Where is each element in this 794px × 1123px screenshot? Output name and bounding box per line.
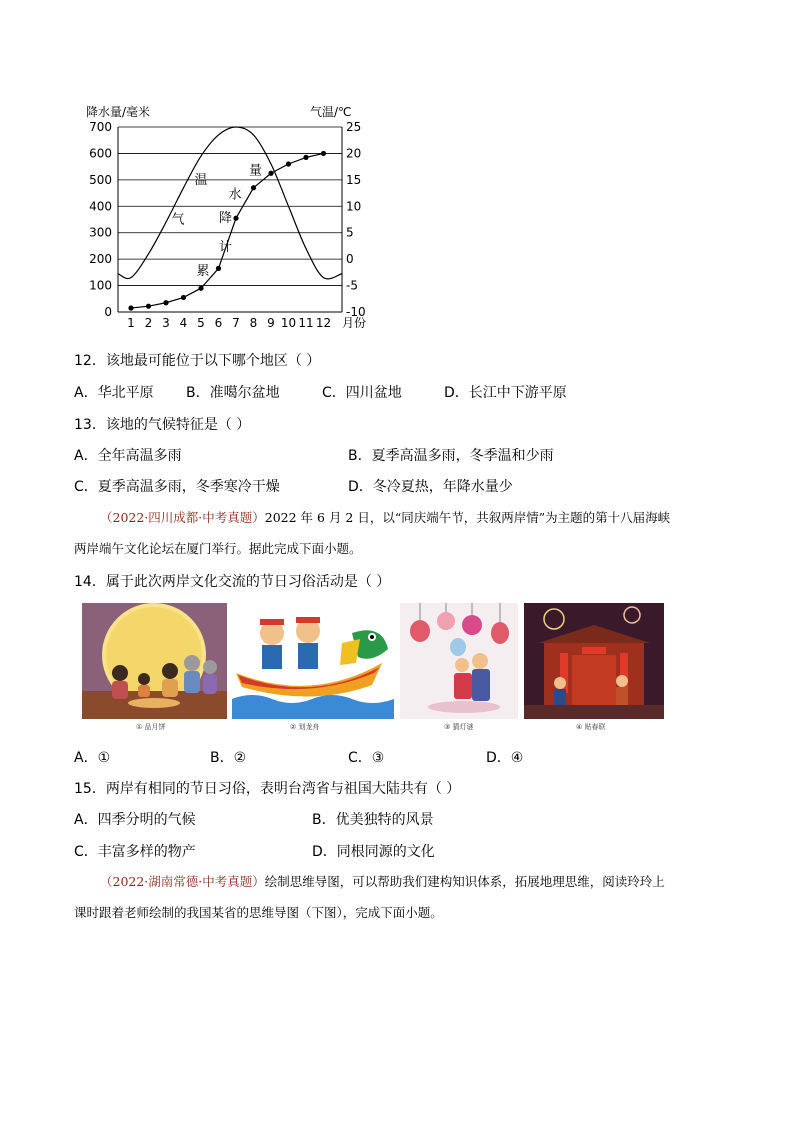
q12-option-c[interactable]: C．四川盆地 <box>322 385 402 401</box>
precipitation-point <box>303 155 308 160</box>
x-tick-label: 4 <box>179 316 188 330</box>
right-tick-label: -10 <box>346 305 366 319</box>
precipitation-point <box>146 304 151 309</box>
q15-option-b[interactable]: B．优美独特的风景 <box>312 812 434 828</box>
image-spring-couplets <box>524 603 664 719</box>
image-lantern-riddles <box>400 603 518 719</box>
x-tick-label: 11 <box>298 316 314 330</box>
precipitation-point <box>163 300 168 305</box>
caption-2: ② 划龙舟 <box>290 723 320 731</box>
q12-option-d[interactable]: D．长江中下游平原 <box>444 385 567 401</box>
x-tick-label: 12 <box>315 316 332 330</box>
q15-option-d[interactable]: D．同根同源的文化 <box>312 844 435 860</box>
right-axis-label: 气温/℃ <box>310 105 352 119</box>
left-tick-label: 200 <box>89 252 112 267</box>
intro-1-line-2: 两岸端午文化论坛在厦门举行。据此完成下面小题。 <box>74 541 362 556</box>
left-tick-label: 600 <box>89 146 112 161</box>
chart-grid <box>118 127 342 286</box>
q13-stem: 13．该地的气候特征是（ ） <box>74 417 251 433</box>
intro-2-line-2: 课时跟着老师绘制的我国某省的思维导图（下图），完成下面小题。 <box>74 905 443 920</box>
intro-2-line-1: 绘制思维导图，可以帮助我们建构知识体系，拓展地理思维，阅读玲玲上 <box>264 874 665 889</box>
climate-chart <box>80 100 370 335</box>
q14-option-a[interactable]: A．① <box>74 750 111 766</box>
precipitation-point <box>198 286 203 291</box>
chart-series <box>118 127 342 311</box>
precipitation-label-char: 降 <box>218 211 233 227</box>
q12-stem: 12．该地最可能位于以下哪个地区（ ） <box>74 353 321 369</box>
q14-option-c[interactable]: C．③ <box>348 750 385 766</box>
q15-stem: 15．两岸有相同的节日习俗，表明台湾省与祖国大陆共有（ ） <box>74 781 461 797</box>
precipitation-label-char: 量 <box>248 163 263 179</box>
q13-option-b[interactable]: B．夏季高温多雨，冬季温和少雨 <box>348 448 554 464</box>
q13-option-a[interactable]: A．全年高温多雨 <box>74 448 182 464</box>
x-tick-label: 3 <box>162 316 170 330</box>
intro-1-line-1: 2022 年 6 月 2 日，以“同庆端午节，共叙两岸情”为主题的第十八届海峡 <box>264 510 671 525</box>
precipitation-point <box>321 151 326 156</box>
temperature-label-char: 温 <box>194 172 208 188</box>
image-moon-cake <box>82 603 227 719</box>
x-tick-label: 5 <box>197 316 205 330</box>
temperature-label-char: 气 <box>171 212 185 228</box>
precipitation-point <box>286 161 291 166</box>
precipitation-point <box>268 171 273 176</box>
temperature-curve <box>118 127 342 279</box>
x-tick-label: 9 <box>267 316 275 330</box>
left-axis-ticks <box>89 120 112 319</box>
right-tick-label: 25 <box>346 120 362 134</box>
precipitation-point <box>251 185 256 190</box>
left-tick-label: 100 <box>89 278 112 293</box>
q12-option-a[interactable]: A．华北平原 <box>74 385 154 401</box>
q14-stem: 14．属于此次两岸文化交流的节日习俗活动是（ ） <box>74 574 391 590</box>
precipitation-label-char: 累 <box>196 264 210 279</box>
passage-intro-1 <box>100 508 670 526</box>
precipitation-point <box>233 216 238 221</box>
q14-option-d[interactable]: D．④ <box>486 750 524 766</box>
precipitation-label-char: 水 <box>228 187 242 203</box>
right-tick-label: 10 <box>346 199 362 214</box>
x-tick-label: 6 <box>214 316 223 330</box>
right-tick-label: -5 <box>346 278 358 293</box>
q13-option-d[interactable]: D．冬冷夏热，年降水量少 <box>348 479 513 495</box>
q15-option-a[interactable]: A．四季分明的气候 <box>74 812 196 828</box>
intro-1-source: （2022·四川成都·中考真题） <box>100 510 265 525</box>
precipitation-point <box>181 295 186 300</box>
x-axis-unit-label: 月份 <box>342 316 367 330</box>
caption-3: ③ 猜灯谜 <box>444 723 474 731</box>
right-tick-label: 15 <box>346 172 362 187</box>
q15-option-c[interactable]: C．丰富多样的物产 <box>74 844 196 860</box>
image-dragon-boat <box>232 603 394 719</box>
right-tick-label: 20 <box>346 146 362 161</box>
left-axis-label: 降水量/毫米 <box>86 105 151 119</box>
left-tick-label: 700 <box>89 120 112 134</box>
right-axis-ticks <box>346 120 366 319</box>
intro-2-source: （2022·湖南常德·中考真题） <box>100 874 265 889</box>
left-tick-label: 500 <box>89 172 112 187</box>
right-tick-label: 0 <box>346 252 354 267</box>
precipitation-label-char: 计 <box>218 240 233 256</box>
left-tick-label: 300 <box>89 225 112 240</box>
caption-1: ① 品月饼 <box>136 723 166 731</box>
q12-option-b[interactable]: B．准噶尔盆地 <box>186 385 280 401</box>
left-tick-label: 400 <box>89 199 112 214</box>
precipitation-point <box>216 266 221 271</box>
right-tick-label: 5 <box>346 225 354 240</box>
x-tick-label: 7 <box>232 316 240 330</box>
q13-option-c[interactable]: C．夏季高温多雨，冬季寒冷干燥 <box>74 479 280 495</box>
precipitation-line <box>131 153 324 308</box>
x-tick-label: 1 <box>127 316 135 330</box>
x-tick-label: 2 <box>144 316 153 330</box>
x-tick-label: 10 <box>280 316 297 330</box>
q14-option-b[interactable]: B．② <box>210 750 247 766</box>
x-tick-label: 8 <box>249 316 258 330</box>
caption-4: ④ 贴春联 <box>576 723 606 731</box>
precipitation-point <box>128 305 133 310</box>
x-axis-ticks <box>127 316 331 330</box>
left-tick-label: 0 <box>104 305 112 319</box>
passage-intro-2 <box>100 872 665 890</box>
